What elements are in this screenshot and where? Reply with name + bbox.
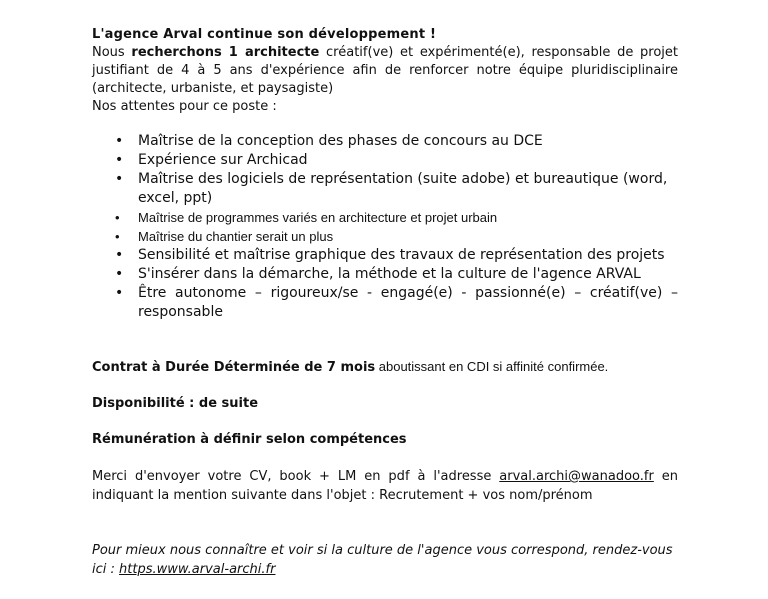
contract-bold: Contrat à Durée Déterminée de 7 mois: [92, 360, 376, 375]
list-item: [92, 265, 678, 284]
bullet-icon: •: [115, 266, 124, 282]
list-item: [92, 132, 678, 151]
list-item: [92, 170, 678, 208]
availability: Disponibilité : de suite: [92, 396, 259, 411]
job-offer-document: [92, 26, 678, 579]
heading: L'agence Arval continue son développement !: [92, 27, 437, 42]
bullet-icon: •: [115, 285, 124, 301]
requirement-text: Expérience sur Archicad: [138, 152, 308, 168]
email-link[interactable]: arval.archi@wanadoo.fr: [499, 469, 654, 484]
salary: Rémunération à définir selon compétences: [92, 432, 407, 447]
bullet-icon: •: [115, 152, 124, 168]
closing-paragraph: [92, 541, 678, 579]
envoi-suffix: en indiquant la mention suivante dans l'objet : Recrutement + vos nom/prénom: [92, 469, 678, 503]
list-item: [92, 284, 678, 322]
requirement-text: S'insérer dans la démarche, la méthode et la culture de l'agence ARVAL: [138, 266, 641, 282]
outro-text: Pour mieux nous connaître et voir si la culture de l'agence vous correspond, rendez-vous ici :: [92, 543, 673, 577]
requirement-text: Être autonome – rigoureux/se - engagé(e) - passionné(e) – créatif(ve) –: [138, 285, 678, 301]
envoi-prefix: Merci d'envoyer votre CV, book + LM en pdf à l'adresse: [92, 469, 500, 484]
list-item: [92, 208, 678, 227]
bullet-icon: •: [115, 210, 120, 225]
bullet-icon: •: [115, 247, 124, 263]
intro-paragraph: [92, 44, 678, 98]
bullet-icon: •: [115, 133, 124, 149]
list-item: [92, 151, 678, 170]
contract-paragraph: [92, 358, 678, 377]
list-item: [92, 246, 678, 265]
requirement-text: Sensibilité et maîtrise graphique des travaux de représentation des projets: [138, 247, 665, 263]
contract-rest: aboutissant en CDI si affinité confirmée.: [375, 359, 609, 374]
requirement-text: Maîtrise du chantier serait un plus: [138, 229, 334, 244]
intro-prefix: Nous: [92, 45, 132, 60]
bullet-icon: •: [115, 229, 120, 244]
requirement-text: Maîtrise de la conception des phases de concours au DCE: [138, 133, 543, 149]
list-item: [92, 227, 678, 246]
website-link[interactable]: https.www.arval-archi.fr: [119, 562, 276, 577]
bullet-icon: •: [115, 171, 124, 187]
application-instructions: [92, 467, 678, 505]
requirements-list: [92, 132, 678, 322]
intro-bold: recherchons 1 architecte: [131, 45, 320, 60]
requirement-continuation: responsable: [138, 304, 223, 320]
requirement-text: Maîtrise des logiciels de représentation (suite adobe) et bureautique (word, excel, ppt): [138, 171, 668, 206]
intro-rest: créatif(ve) et expérimenté(e), responsable de projet justifiant de 4 à 5 ans d'expérience afin de renforcer notre équipe pluridisciplinaire (architecte, urbaniste, et paysagiste): [92, 45, 678, 96]
requirement-text: Maîtrise de programmes variés en architecture et projet urbain: [138, 210, 498, 225]
attentes-label: Nos attentes pour ce poste :: [92, 99, 277, 114]
